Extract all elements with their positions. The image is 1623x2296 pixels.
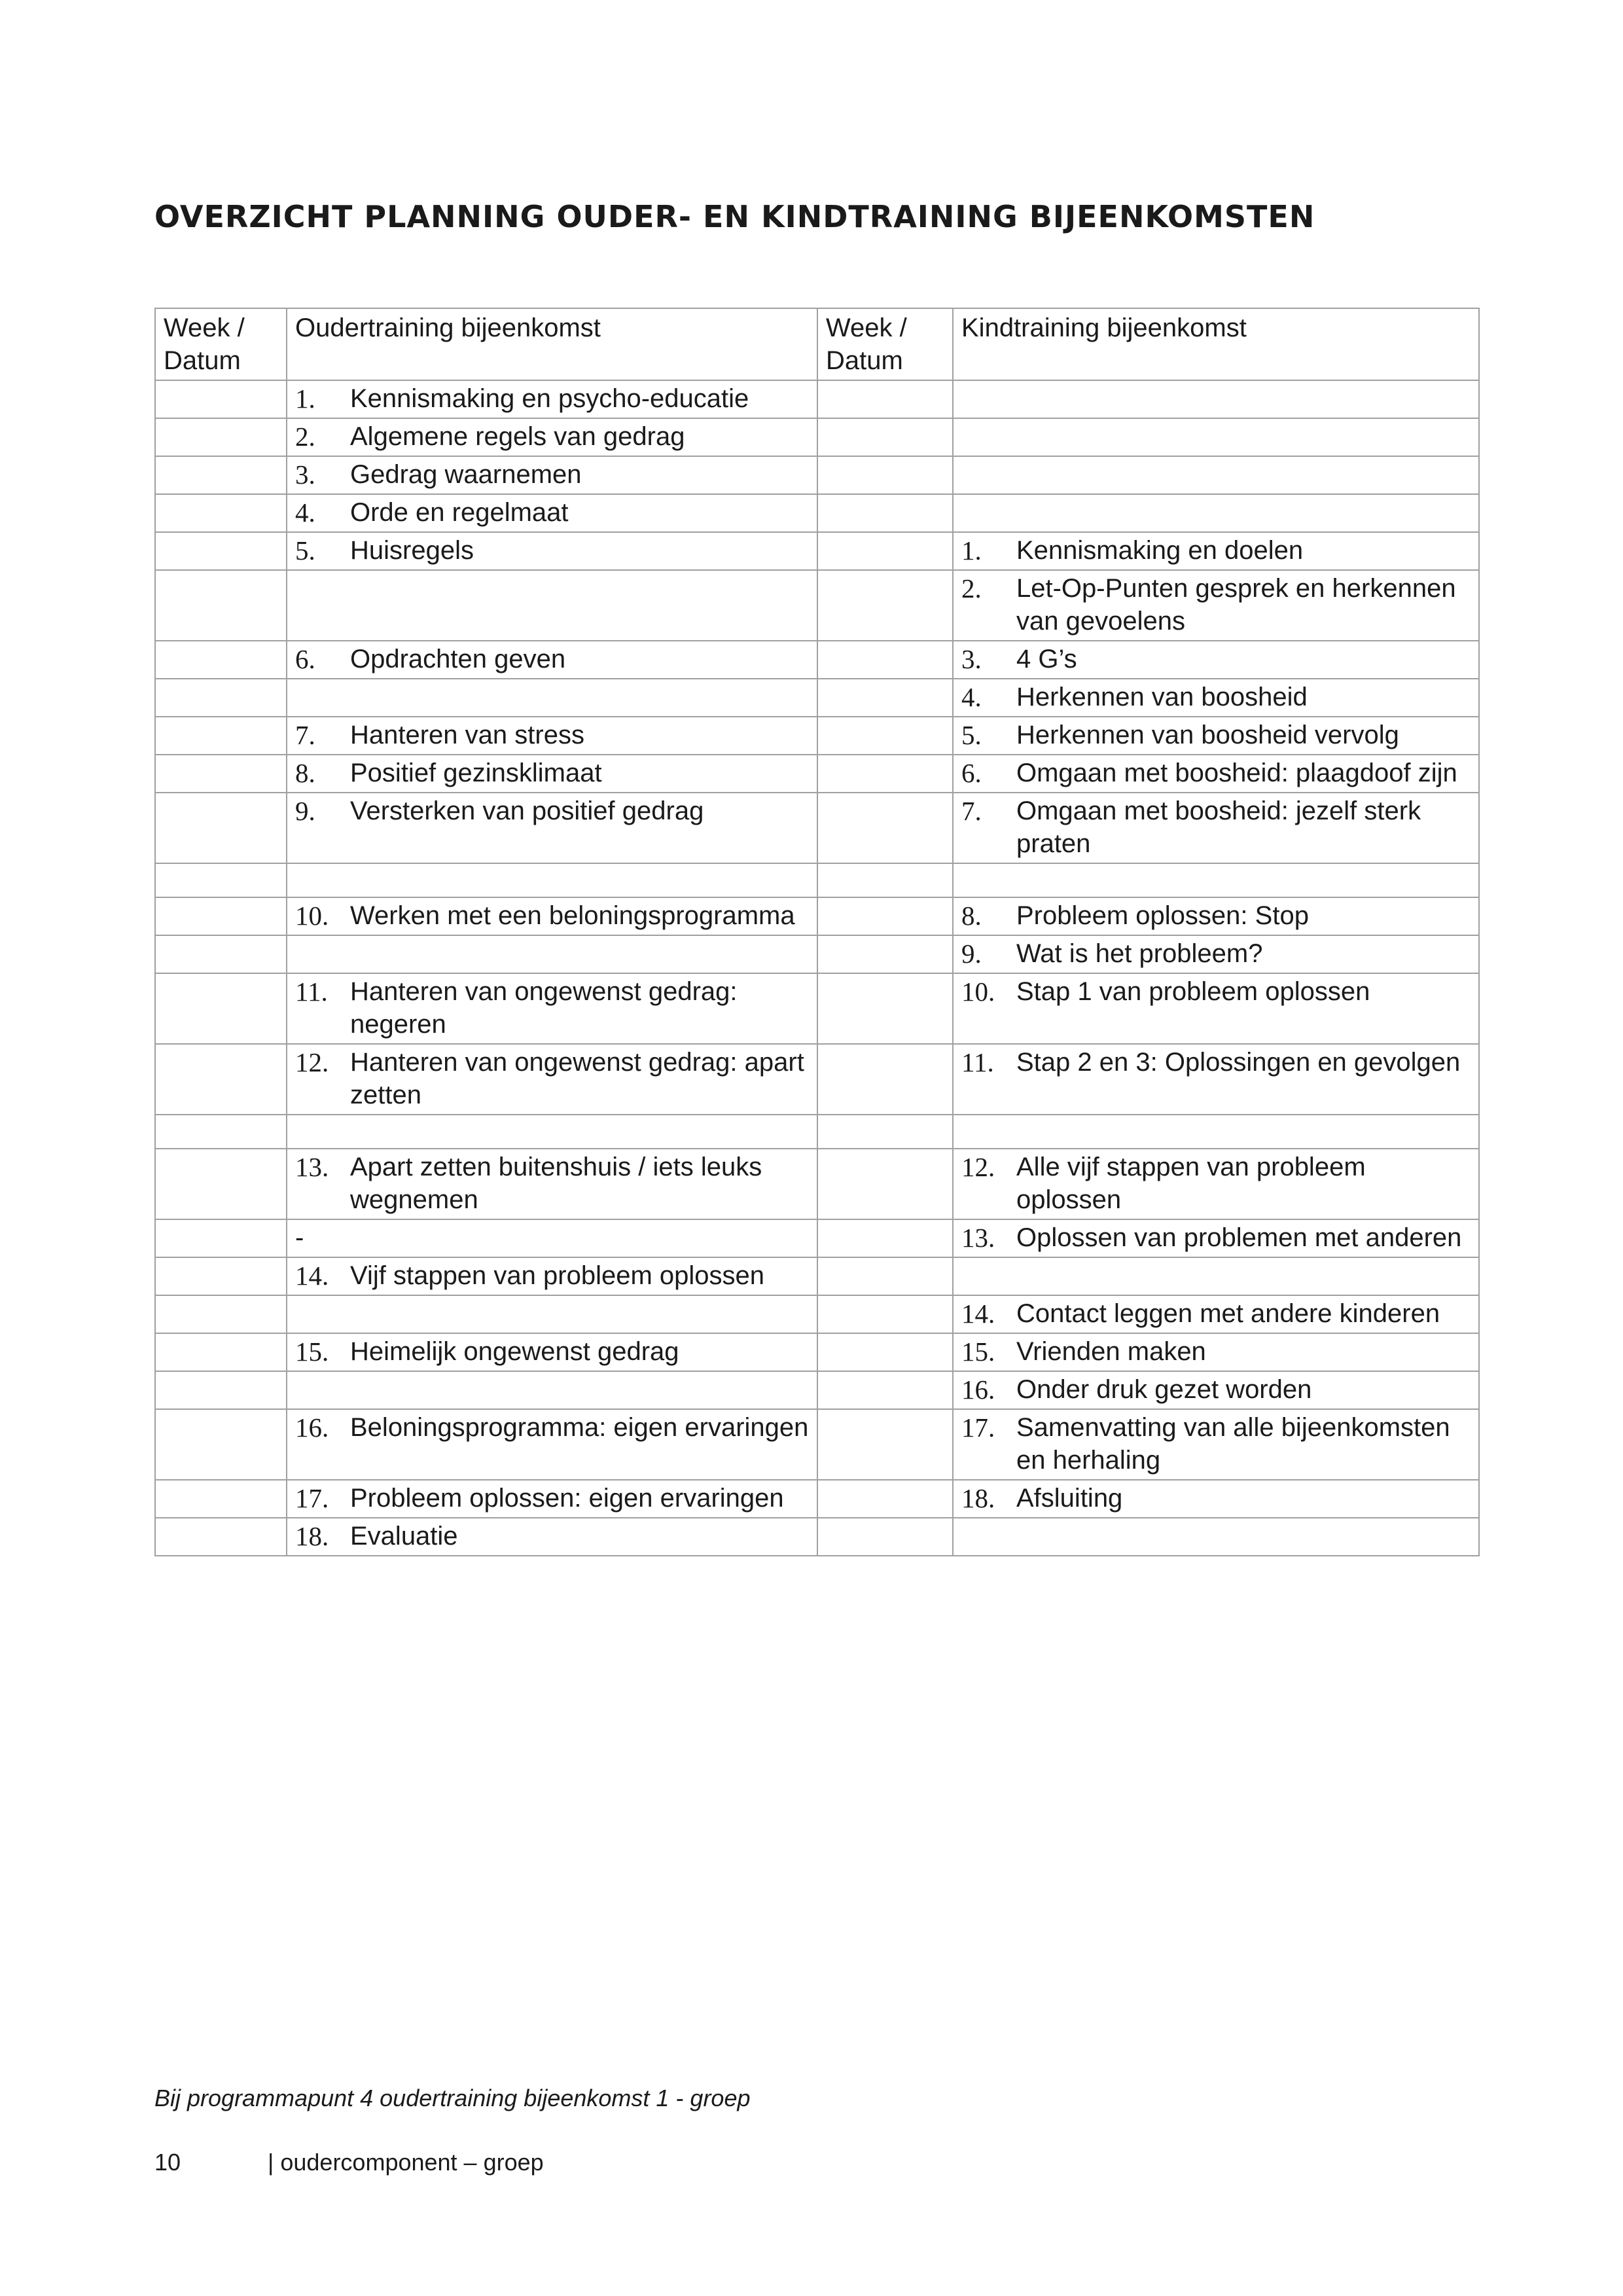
ouder-week-datum-cell xyxy=(155,456,287,494)
table-row xyxy=(155,1115,1479,1149)
ouder-session-title: Kennismaking en psycho-educatie xyxy=(350,384,749,413)
table-row xyxy=(155,456,1479,494)
kind-session-cell xyxy=(953,1115,1479,1149)
kind-session-item xyxy=(961,1297,1471,1330)
kind-week-datum-cell xyxy=(817,456,953,494)
kind-session-number: 8. xyxy=(961,901,982,931)
ouder-session-item xyxy=(295,1046,809,1111)
ouder-session-cell xyxy=(287,1257,817,1295)
kind-session-item xyxy=(961,1411,1471,1477)
kind-session-title: Omgaan met boosheid: plaagdoof zijn xyxy=(1016,759,1457,787)
ouder-session-cell xyxy=(287,418,817,456)
kind-week-datum-cell xyxy=(817,532,953,570)
kind-session-item xyxy=(961,1335,1471,1368)
kind-week-datum-cell xyxy=(817,1115,953,1149)
ouder-session-title: Algemene regels van gedrag xyxy=(350,422,685,451)
table-row xyxy=(155,717,1479,755)
table-row xyxy=(155,793,1479,863)
ouder-week-datum-cell xyxy=(155,418,287,456)
ouder-session-number: 5. xyxy=(295,535,315,565)
table-row xyxy=(155,418,1479,456)
kind-session-cell xyxy=(953,755,1479,793)
ouder-session-number: 16. xyxy=(295,1412,329,1443)
ouder-session-cell xyxy=(287,641,817,679)
table-row xyxy=(155,1257,1479,1295)
kind-session-item xyxy=(961,534,1471,567)
ouder-session-title: - xyxy=(295,1223,304,1252)
ouder-session-title: Versterken van positief gedrag xyxy=(350,797,704,825)
ouder-session-title: Probleem oplossen: eigen ervaringen xyxy=(350,1484,784,1513)
kind-session-cell xyxy=(953,1333,1479,1371)
kind-session-title: Kennismaking en doelen xyxy=(1016,536,1304,565)
ouder-session-title: Evaluatie xyxy=(350,1522,458,1551)
ouder-week-datum-cell xyxy=(155,380,287,418)
kind-session-cell xyxy=(953,897,1479,935)
ouder-week-datum-cell xyxy=(155,494,287,532)
kind-session-number: 11. xyxy=(961,1047,994,1077)
kind-session-number: 3. xyxy=(961,644,982,674)
ouder-week-datum-cell xyxy=(155,1333,287,1371)
ouder-week-datum-cell xyxy=(155,897,287,935)
table-row xyxy=(155,897,1479,935)
kind-session-item xyxy=(961,757,1471,789)
kind-session-title: Probleem oplossen: Stop xyxy=(1016,901,1309,930)
ouder-session-cell xyxy=(287,679,817,717)
kind-session-number: 6. xyxy=(961,758,982,788)
ouder-week-datum-cell xyxy=(155,679,287,717)
ouder-week-datum-cell xyxy=(155,1371,287,1409)
ouder-session-item xyxy=(295,458,809,491)
table-row xyxy=(155,532,1479,570)
ouder-session-item xyxy=(295,795,809,827)
ouder-week-datum-cell xyxy=(155,1149,287,1219)
kind-session-item xyxy=(961,1482,1471,1515)
ouder-session-number: 11. xyxy=(295,977,328,1007)
ouder-session-item xyxy=(295,757,809,789)
kind-session-title: Let-Op-Punten gesprek en herkennen van gevoelens xyxy=(1016,574,1456,636)
ouder-session-title: Hanteren van ongewenst gedrag: negeren xyxy=(350,977,738,1039)
table-row xyxy=(155,1295,1479,1333)
ouder-session-cell xyxy=(287,897,817,935)
kind-week-datum-cell xyxy=(817,1295,953,1333)
table-header-row xyxy=(155,308,1479,380)
kind-session-cell xyxy=(953,793,1479,863)
ouder-session-cell xyxy=(287,717,817,755)
kind-session-cell xyxy=(953,380,1479,418)
ouder-week-datum-cell xyxy=(155,793,287,863)
kind-week-datum-cell xyxy=(817,641,953,679)
kind-session-number: 7. xyxy=(961,796,982,826)
table-row xyxy=(155,679,1479,717)
ouder-session-title: Werken met een beloningsprogramma xyxy=(350,901,795,930)
kind-week-datum-cell xyxy=(817,1371,953,1409)
ouder-session-item xyxy=(295,420,809,453)
table-row xyxy=(155,641,1479,679)
ouder-session-cell xyxy=(287,973,817,1044)
kind-week-datum-cell xyxy=(817,717,953,755)
program-note: Bij programmapunt 4 oudertraining bijeenkomst 1 - groep xyxy=(154,2085,751,2111)
kind-week-datum-cell xyxy=(817,1149,953,1219)
kind-session-cell xyxy=(953,641,1479,679)
kind-session-title: Vrienden maken xyxy=(1016,1337,1206,1366)
ouder-session-item xyxy=(295,899,809,932)
ouder-session-title: Vijf stappen van probleem oplossen xyxy=(350,1261,765,1290)
kind-week-datum-cell xyxy=(817,793,953,863)
table-body xyxy=(155,380,1479,1556)
kind-session-title: Samenvatting van alle bijeenkomsten en herhaling xyxy=(1016,1413,1450,1475)
kind-session-cell xyxy=(953,1371,1479,1409)
header-week-datum-kind: Week / Datum xyxy=(817,308,953,380)
ouder-session-cell xyxy=(287,1115,817,1149)
kind-session-title: Omgaan met boosheid: jezelf sterk praten xyxy=(1016,797,1421,858)
kind-session-item xyxy=(961,899,1471,932)
ouder-session-number: 17. xyxy=(295,1483,329,1513)
ouder-session-item xyxy=(295,1151,809,1216)
table-row xyxy=(155,755,1479,793)
header-kindtraining: Kindtraining bijeenkomst xyxy=(953,308,1479,380)
kind-session-number: 15. xyxy=(961,1336,995,1367)
ouder-session-title: Beloningsprogramma: eigen ervaringen xyxy=(350,1413,809,1442)
kind-week-datum-cell xyxy=(817,973,953,1044)
kind-session-item xyxy=(961,681,1471,713)
kind-session-number: 1. xyxy=(961,535,982,565)
page-number: 10 xyxy=(154,2149,181,2176)
ouder-week-datum-cell xyxy=(155,935,287,973)
kind-session-item xyxy=(961,572,1471,637)
ouder-session-item xyxy=(295,975,809,1041)
table-row xyxy=(155,935,1479,973)
kind-session-number: 13. xyxy=(961,1223,995,1253)
table-row xyxy=(155,1219,1479,1257)
ouder-session-cell xyxy=(287,1409,817,1480)
kind-week-datum-cell xyxy=(817,380,953,418)
kind-week-datum-cell xyxy=(817,1257,953,1295)
kind-session-cell xyxy=(953,418,1479,456)
ouder-session-cell xyxy=(287,1044,817,1115)
kind-session-cell xyxy=(953,1409,1479,1480)
ouder-week-datum-cell xyxy=(155,1409,287,1480)
ouder-week-datum-cell xyxy=(155,1257,287,1295)
table-row xyxy=(155,1480,1479,1518)
planning-table xyxy=(154,308,1480,1556)
ouder-week-datum-cell xyxy=(155,1115,287,1149)
table-row xyxy=(155,1371,1479,1409)
ouder-session-item xyxy=(295,1335,809,1368)
ouder-week-datum-cell xyxy=(155,641,287,679)
ouder-session-item xyxy=(295,1520,809,1552)
table-row xyxy=(155,973,1479,1044)
kind-session-number: 14. xyxy=(961,1299,995,1329)
kind-session-cell xyxy=(953,1044,1479,1115)
footer-section: | oudercomponent – groep xyxy=(268,2149,544,2176)
kind-session-number: 9. xyxy=(961,939,982,969)
kind-week-datum-cell xyxy=(817,1409,953,1480)
table-row xyxy=(155,1044,1479,1115)
ouder-session-number: 6. xyxy=(295,644,315,674)
kind-session-number: 18. xyxy=(961,1483,995,1513)
kind-session-title: Stap 2 en 3: Oplossingen en gevolgen xyxy=(1016,1048,1461,1077)
kind-session-title: Afsluiting xyxy=(1016,1484,1123,1513)
kind-session-cell xyxy=(953,973,1479,1044)
ouder-session-cell xyxy=(287,1219,817,1257)
ouder-session-item xyxy=(295,382,809,415)
ouder-session-title: Apart zetten buitenshuis / iets leuks wegnemen xyxy=(350,1153,762,1214)
ouder-session-cell xyxy=(287,1480,817,1518)
kind-session-title: Oplossen van problemen met anderen xyxy=(1016,1223,1462,1252)
kind-session-item xyxy=(961,1151,1471,1216)
ouder-session-item xyxy=(295,719,809,751)
kind-session-cell xyxy=(953,1149,1479,1219)
kind-session-item xyxy=(961,937,1471,970)
kind-session-number: 2. xyxy=(961,573,982,603)
kind-session-number: 4. xyxy=(961,682,982,712)
kind-session-cell xyxy=(953,532,1479,570)
kind-session-cell xyxy=(953,570,1479,641)
kind-week-datum-cell xyxy=(817,897,953,935)
ouder-session-title: Hanteren van stress xyxy=(350,721,584,749)
ouder-session-item xyxy=(295,1482,809,1515)
ouder-session-number: 1. xyxy=(295,384,315,414)
ouder-session-cell xyxy=(287,755,817,793)
ouder-session-title: Positief gezinsklimaat xyxy=(350,759,602,787)
table-row xyxy=(155,570,1479,641)
kind-session-title: Stap 1 van probleem oplossen xyxy=(1016,977,1370,1006)
ouder-session-number: 13. xyxy=(295,1152,329,1182)
kind-session-cell xyxy=(953,1257,1479,1295)
table-row xyxy=(155,863,1479,897)
kind-session-cell xyxy=(953,1480,1479,1518)
ouder-session-number: 18. xyxy=(295,1521,329,1551)
kind-session-cell xyxy=(953,935,1479,973)
ouder-session-number: 4. xyxy=(295,497,315,528)
ouder-session-cell xyxy=(287,1295,817,1333)
ouder-session-cell xyxy=(287,532,817,570)
ouder-session-title: Heimelijk ongewenst gedrag xyxy=(350,1337,679,1366)
kind-week-datum-cell xyxy=(817,1219,953,1257)
ouder-session-number: 15. xyxy=(295,1336,329,1367)
ouder-session-number: 2. xyxy=(295,422,315,452)
ouder-session-item xyxy=(295,643,809,675)
kind-session-number: 10. xyxy=(961,977,995,1007)
ouder-session-cell xyxy=(287,1371,817,1409)
kind-session-title: Alle vijf stappen van probleem oplossen xyxy=(1016,1153,1366,1214)
ouder-session-title: Orde en regelmaat xyxy=(350,498,569,527)
ouder-session-item xyxy=(295,1411,809,1444)
ouder-week-datum-cell xyxy=(155,973,287,1044)
ouder-session-number: 9. xyxy=(295,796,315,826)
kind-week-datum-cell xyxy=(817,935,953,973)
ouder-week-datum-cell xyxy=(155,1219,287,1257)
kind-session-item xyxy=(961,643,1471,675)
ouder-session-number: 14. xyxy=(295,1261,329,1291)
ouder-session-cell xyxy=(287,935,817,973)
ouder-session-cell xyxy=(287,863,817,897)
header-oudertraining: Oudertraining bijeenkomst xyxy=(287,308,817,380)
ouder-session-title: Hanteren van ongewenst gedrag: apart zetten xyxy=(350,1048,804,1109)
ouder-week-datum-cell xyxy=(155,570,287,641)
ouder-session-title: Opdrachten geven xyxy=(350,645,566,673)
kind-session-cell xyxy=(953,1295,1479,1333)
ouder-week-datum-cell xyxy=(155,1480,287,1518)
header-week-datum-ouder: Week / Datum xyxy=(155,308,287,380)
kind-session-number: 12. xyxy=(961,1152,995,1182)
kind-week-datum-cell xyxy=(817,570,953,641)
kind-week-datum-cell xyxy=(817,679,953,717)
ouder-session-cell xyxy=(287,1518,817,1556)
ouder-session-cell xyxy=(287,456,817,494)
ouder-week-datum-cell xyxy=(155,717,287,755)
kind-session-cell xyxy=(953,494,1479,532)
kind-session-title: Wat is het probleem? xyxy=(1016,939,1263,968)
table-row xyxy=(155,1333,1479,1371)
table-row xyxy=(155,380,1479,418)
kind-session-cell xyxy=(953,717,1479,755)
kind-session-number: 5. xyxy=(961,720,982,750)
ouder-session-cell xyxy=(287,570,817,641)
kind-session-item xyxy=(961,1046,1471,1079)
ouder-session-item xyxy=(295,496,809,529)
kind-session-title: 4 G’s xyxy=(1016,645,1077,673)
kind-session-number: 16. xyxy=(961,1374,995,1405)
kind-week-datum-cell xyxy=(817,1333,953,1371)
ouder-week-datum-cell xyxy=(155,1295,287,1333)
ouder-session-number: 10. xyxy=(295,901,329,931)
ouder-session-cell xyxy=(287,494,817,532)
table-row xyxy=(155,1149,1479,1219)
table-row xyxy=(155,1518,1479,1556)
kind-session-item xyxy=(961,975,1471,1008)
kind-session-cell xyxy=(953,863,1479,897)
table-row xyxy=(155,494,1479,532)
kind-week-datum-cell xyxy=(817,1518,953,1556)
kind-session-item xyxy=(961,1373,1471,1406)
ouder-session-number: 12. xyxy=(295,1047,329,1077)
ouder-session-cell xyxy=(287,1333,817,1371)
kind-session-title: Herkennen van boosheid vervolg xyxy=(1016,721,1399,749)
ouder-session-item xyxy=(295,534,809,567)
kind-session-cell xyxy=(953,679,1479,717)
kind-session-item xyxy=(961,795,1471,860)
kind-session-cell xyxy=(953,1219,1479,1257)
ouder-session-item xyxy=(295,1259,809,1292)
ouder-session-title: Gedrag waarnemen xyxy=(350,460,582,489)
kind-week-datum-cell xyxy=(817,755,953,793)
ouder-week-datum-cell xyxy=(155,1518,287,1556)
kind-session-item xyxy=(961,719,1471,751)
page-title: OVERZICHT PLANNING OUDER- EN KINDTRAINING BIJEENKOMSTEN xyxy=(154,199,1315,234)
kind-week-datum-cell xyxy=(817,863,953,897)
ouder-session-item xyxy=(295,1221,809,1254)
ouder-session-cell xyxy=(287,1149,817,1219)
kind-session-title: Onder druk gezet worden xyxy=(1016,1375,1312,1404)
ouder-week-datum-cell xyxy=(155,1044,287,1115)
kind-session-number: 17. xyxy=(961,1412,995,1443)
ouder-session-cell xyxy=(287,380,817,418)
kind-session-item xyxy=(961,1221,1471,1254)
kind-session-cell xyxy=(953,456,1479,494)
ouder-session-number: 7. xyxy=(295,720,315,750)
kind-week-datum-cell xyxy=(817,494,953,532)
kind-session-cell xyxy=(953,1518,1479,1556)
kind-week-datum-cell xyxy=(817,1480,953,1518)
kind-session-title: Herkennen van boosheid xyxy=(1016,683,1308,711)
ouder-week-datum-cell xyxy=(155,755,287,793)
kind-week-datum-cell xyxy=(817,418,953,456)
ouder-week-datum-cell xyxy=(155,532,287,570)
table-row xyxy=(155,1409,1479,1480)
ouder-session-number: 3. xyxy=(295,459,315,490)
ouder-session-cell xyxy=(287,793,817,863)
ouder-week-datum-cell xyxy=(155,863,287,897)
ouder-session-title: Huisregels xyxy=(350,536,474,565)
ouder-session-number: 8. xyxy=(295,758,315,788)
kind-week-datum-cell xyxy=(817,1044,953,1115)
kind-session-title: Contact leggen met andere kinderen xyxy=(1016,1299,1440,1328)
